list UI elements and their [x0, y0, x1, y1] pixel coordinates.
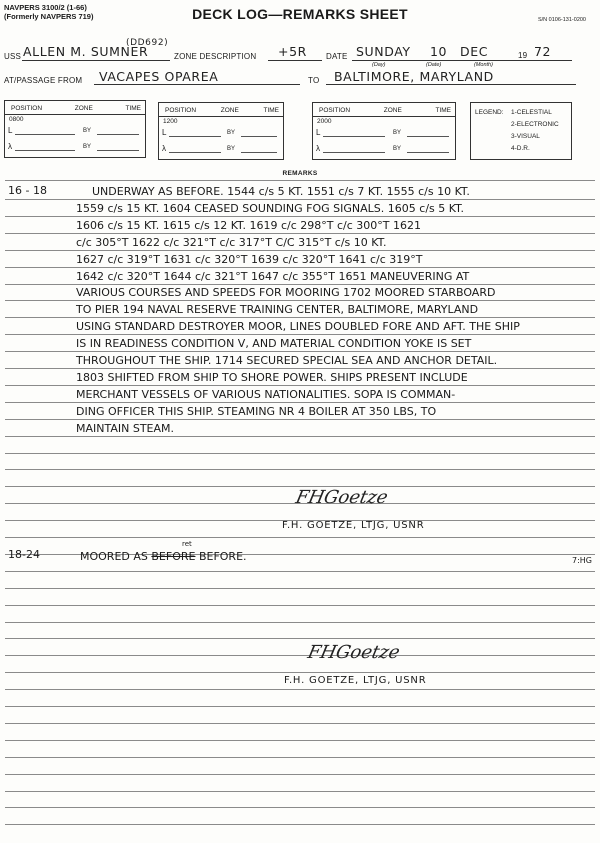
position-label: POSITION	[165, 107, 197, 114]
ruled-line	[5, 672, 595, 673]
latitude-line[interactable]	[323, 136, 385, 137]
remarks-line: VARIOUS COURSES AND SPEEDS FOR MOORING 1702 MOORED STARBOARD	[76, 286, 496, 300]
position-box-0800	[4, 100, 146, 158]
remarks-line: 1627 c/c 319°T 1631 c/c 320°T 1639 c/c 320°T 1641 c/c 319°T	[76, 252, 423, 266]
by-line[interactable]	[407, 136, 449, 137]
day-value: SUNDAY	[356, 44, 411, 59]
signature-2: FHGoetze	[305, 642, 402, 663]
from-field[interactable]	[94, 66, 300, 85]
longitude-label: λ	[316, 144, 320, 153]
by-line[interactable]	[241, 152, 277, 153]
remarks-line: MAINTAIN STEAM.	[76, 421, 175, 435]
ruled-line	[5, 723, 595, 724]
uss-value: ALLEN M. SUMNER	[23, 44, 149, 59]
position-label: POSITION	[11, 105, 43, 112]
entry2-inserted-word: ret	[182, 540, 192, 548]
remarks-line: 1642 c/c 320°T 1644 c/c 321°T 1647 c/c 355°T 1651 MANEUVERING AT	[76, 269, 470, 283]
form-number-former: (Formerly NAVPERS 719)	[4, 12, 94, 21]
remarks-line: UNDERWAY AS BEFORE. 1544 c/s 5 KT. 1551 c/s 7 KT. 1555 c/s 10 KT.	[92, 185, 470, 198]
watch-time-1618: 16 - 18	[8, 184, 47, 197]
ruled-line	[5, 300, 595, 301]
watch-time-1824: 18-24	[8, 548, 40, 561]
remarks-line: THROUGHOUT THE SHIP. 1714 SECURED SPECIAL SEA AND ANCHOR DETAIL.	[76, 354, 498, 367]
ruled-line	[5, 757, 595, 758]
latitude-line[interactable]	[169, 136, 221, 137]
position-label: POSITION	[319, 107, 351, 114]
position-time-value: 0800	[9, 116, 24, 123]
ruled-line	[5, 638, 595, 639]
time-label: TIME	[435, 107, 451, 114]
month-sublabel: (Month)	[474, 62, 493, 68]
entry2-text-before: MOORED AS	[80, 550, 148, 563]
year-value: 72	[534, 44, 552, 59]
margin-initials: 7:HG	[572, 556, 592, 565]
ruled-line	[5, 791, 595, 792]
position-time-value: 2000	[317, 118, 332, 125]
ruled-line	[5, 402, 595, 403]
remarks-line: IS IN READINESS CONDITION V, AND MATERIAL CONDITION YOKE IS SET	[76, 337, 472, 351]
from-value: VACAPES OPAREA	[99, 69, 219, 84]
by-label: BY	[227, 146, 236, 152]
ruled-line	[5, 385, 595, 386]
ruled-line	[5, 655, 595, 656]
ruled-line	[5, 351, 595, 352]
ruled-line	[5, 588, 595, 589]
to-label: TO	[308, 76, 320, 85]
to-value: BALTIMORE, MARYLAND	[334, 69, 494, 84]
entry2-remarks	[80, 551, 247, 563]
day-sublabel: (Day)	[372, 62, 386, 68]
ruled-line	[5, 317, 595, 318]
uss-label: USS	[4, 52, 22, 61]
remarks-line: DING OFFICER THIS SHIP. STEAMING NR 4 BOILER AT 350 LBS, TO	[76, 404, 437, 418]
remarks-top-rule	[5, 180, 595, 181]
officer-name-1: F.H. GOETZE, LTJG, USNR	[282, 520, 425, 531]
zone-description-label: ZONE DESCRIPTION	[174, 52, 257, 61]
remarks-title: REMARKS	[282, 170, 318, 177]
remarks-line: MERCHANT VESSELS OF VARIOUS NATIONALITIES. SOPA IS COMMAN-	[76, 387, 456, 401]
ruled-line	[5, 689, 595, 690]
legend-item: 4-D.R.	[511, 145, 530, 152]
remarks-line: 1559 c/s 15 KT. 1604 CEASED SOUNDING FOG SIGNALS. 1605 c/s 5 KT.	[76, 201, 465, 215]
remarks-line: USING STANDARD DESTROYER MOOR, LINES DOUBLED FORE AND AFT. THE SHIP	[76, 320, 520, 334]
by-line[interactable]	[97, 134, 139, 135]
latitude-label: L	[8, 126, 13, 135]
ruled-line	[5, 774, 595, 775]
month-value: DEC	[460, 44, 489, 59]
ruled-line	[5, 267, 595, 268]
remarks-line: 1606 c/s 15 KT. 1615 c/s 12 KT. 1619 c/c 298°T c/c 300°T 1621	[76, 218, 421, 232]
zone-label: ZONE	[220, 107, 239, 114]
ruled-line	[5, 453, 595, 454]
signature-1: FHGoetze	[293, 487, 390, 508]
passage-label: AT/PASSAGE FROM	[4, 76, 83, 85]
ruled-line	[5, 368, 595, 369]
ruled-line	[5, 334, 595, 335]
ruled-line	[5, 469, 595, 470]
page-title: DECK LOG—REMARKS SHEET	[192, 6, 408, 22]
uss-field[interactable]	[22, 40, 170, 61]
latitude-line[interactable]	[15, 134, 75, 135]
by-line[interactable]	[97, 150, 139, 151]
date-field[interactable]	[352, 40, 572, 61]
by-line[interactable]	[241, 136, 277, 137]
legend-item: 3-VISUAL	[511, 133, 540, 140]
longitude-line[interactable]	[169, 152, 221, 153]
by-label: BY	[227, 130, 236, 136]
latitude-label: L	[162, 128, 167, 137]
ruled-line	[5, 284, 595, 285]
by-line[interactable]	[407, 152, 449, 153]
hull-number: (DD692)	[126, 38, 169, 48]
remarks-line: 1803 SHIFTED FROM SHIP TO SHORE POWER. SHIPS PRESENT INCLUDE	[76, 370, 468, 384]
ruled-line	[5, 622, 595, 623]
by-label: BY	[83, 128, 92, 134]
ruled-line	[5, 824, 595, 825]
remarks-line: TO PIER 194 NAVAL RESERVE TRAINING CENTER, BALTIMORE, MARYLAND	[76, 303, 479, 317]
ruled-line	[5, 740, 595, 741]
by-label: BY	[393, 130, 402, 136]
zone-description-value: +5R	[278, 44, 307, 59]
year-prefix: 19	[518, 51, 528, 60]
form-number-current: NAVPERS 3100/2 (1-66)	[4, 3, 87, 12]
zone-label: ZONE	[383, 107, 402, 114]
legend-item: 1-CELESTIAL	[511, 109, 552, 116]
to-field[interactable]	[326, 66, 576, 85]
date-label: DATE	[326, 52, 348, 61]
ruled-line	[5, 250, 595, 251]
legend-title: LEGEND:	[475, 109, 504, 116]
position-box-2000	[312, 102, 456, 160]
legend-item: 2-ELECTRONIC	[511, 121, 559, 128]
latitude-label: L	[316, 128, 321, 137]
ruled-line	[5, 571, 595, 572]
ruled-line	[5, 436, 595, 437]
entry2-text-after: BEFORE.	[198, 550, 247, 563]
entry2-struck-word: BEFORE	[151, 550, 196, 563]
ruled-line	[5, 233, 595, 234]
longitude-line[interactable]	[15, 150, 75, 151]
ruled-line	[5, 537, 595, 538]
longitude-label: λ	[8, 142, 12, 151]
ruled-line	[5, 419, 595, 420]
ruled-line	[5, 706, 595, 707]
officer-name-2: F.H. GOETZE, LTJG, USNR	[284, 675, 427, 686]
by-label: BY	[83, 144, 92, 150]
longitude-line[interactable]	[323, 152, 385, 153]
date-sublabel: (Date)	[426, 62, 442, 68]
legend-box	[470, 102, 572, 160]
date-value: 10	[430, 44, 448, 59]
time-label: TIME	[125, 105, 141, 112]
zone-description-field[interactable]	[268, 40, 322, 61]
zone-label: ZONE	[74, 105, 93, 112]
time-label: TIME	[263, 107, 279, 114]
ruled-line	[5, 199, 595, 200]
ruled-line	[5, 807, 595, 808]
by-label: BY	[393, 146, 402, 152]
remarks-line: c/c 305°T 1622 c/c 321°T c/c 317°T C/C 315°T c/s 10 KT.	[76, 235, 387, 249]
stock-number: S/N 0106-131-0200	[537, 17, 586, 23]
longitude-label: λ	[162, 144, 166, 153]
ruled-line	[5, 216, 595, 217]
ruled-line	[5, 605, 595, 606]
position-time-value: 1200	[163, 118, 178, 125]
position-box-1200	[158, 102, 284, 160]
